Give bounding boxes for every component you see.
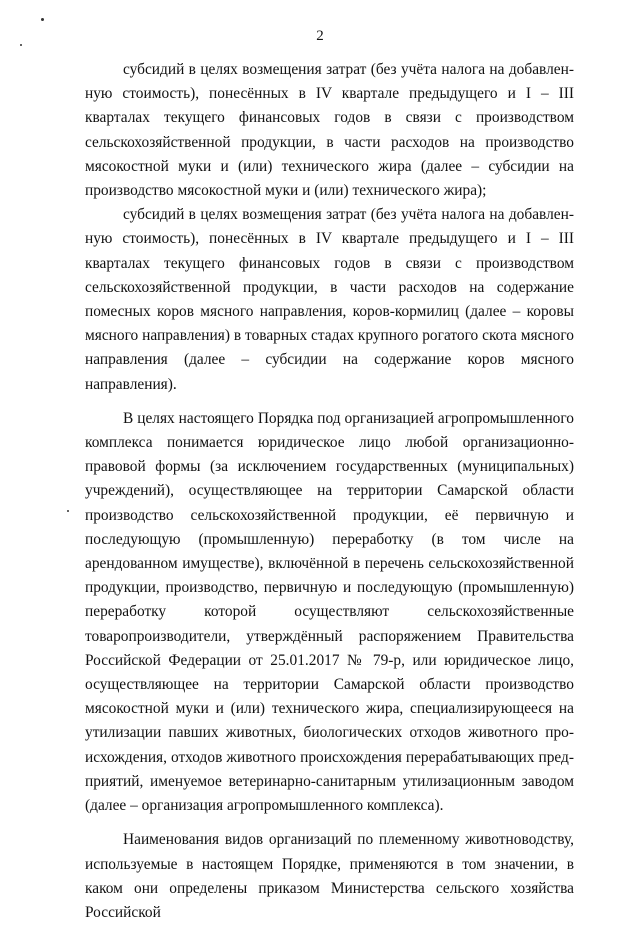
paragraph-meat-bone-meal-subsidy: субсидий в целях возмещения затрат (без учёта налога на добавленную стоимость), понесённых в IV квартале предыдущего и I – III кварталах текущего финансовых годов в связи с производством сельскохозяйственной продукции, в части расходов на производство мясокостной муки и (или) технического жира (далее – субсидии на производство мясокостной муки и (или) технического жира); — [85, 61, 574, 200]
page-number: 2 — [316, 28, 324, 44]
scan-speck — [41, 18, 44, 21]
paragraph-agro-organization-definition: В целях настоящего Порядка под организацией агропромышленного комплекса понимается юридическое лицо любой организационно-правовой формы (за исключением государственных (муниципальных) учреждений), осуществляющее на территории Самарской области производство сельскохозяйственной продукции, её первичную и последующую (промышленную) переработку (в том числе на арендованном имуществе), включённой в перечень сельскохозяйственной продукции, производство, первичную и последующую (промышленную) переработку которой осуществляют сельскохозяйственные товаропроизводители, утверждённый распоряжением Правительства Российской Федерации от 25.01.2017 № 79-р, или юридическое лицо, осуществляющее на территории Самарской области производство мясокостной муки и (или) технического жира, специализирующееся на утилизации павших животных, биологических отходов животного происхождения, отходов животного происхождения перерабатывающих предприятий, именуемое ветеринарно-санитарным утилизационным заводом (далее – организация агропромышленного комплекса). — [85, 409, 574, 815]
paragraph-breeding-organizations: Наименования видов организаций по племенному животноводству, используемые в настоящем Порядке, применяются в том значении, в каком они определены приказом Министерства сельского хозяйства Российской — [85, 831, 574, 921]
scan-speck — [67, 510, 69, 512]
paragraph-beef-cows-subsidy: субсидий в целях возмещения затрат (без учёта налога на добавленную стоимость), понесённых в IV квартале предыдущего и I – III кварталах текущего финансовых годов в связи с производством сельскохозяйственной продукции, в части расходов на содержание помесных коров мясного направления, коров-кормилиц (далее – коровы мясного направления) в товарных стадах крупного рогатого скота мясного направления (далее – субсидии на содержание коров мясного направления). — [85, 206, 574, 393]
document-body — [85, 58, 574, 925]
